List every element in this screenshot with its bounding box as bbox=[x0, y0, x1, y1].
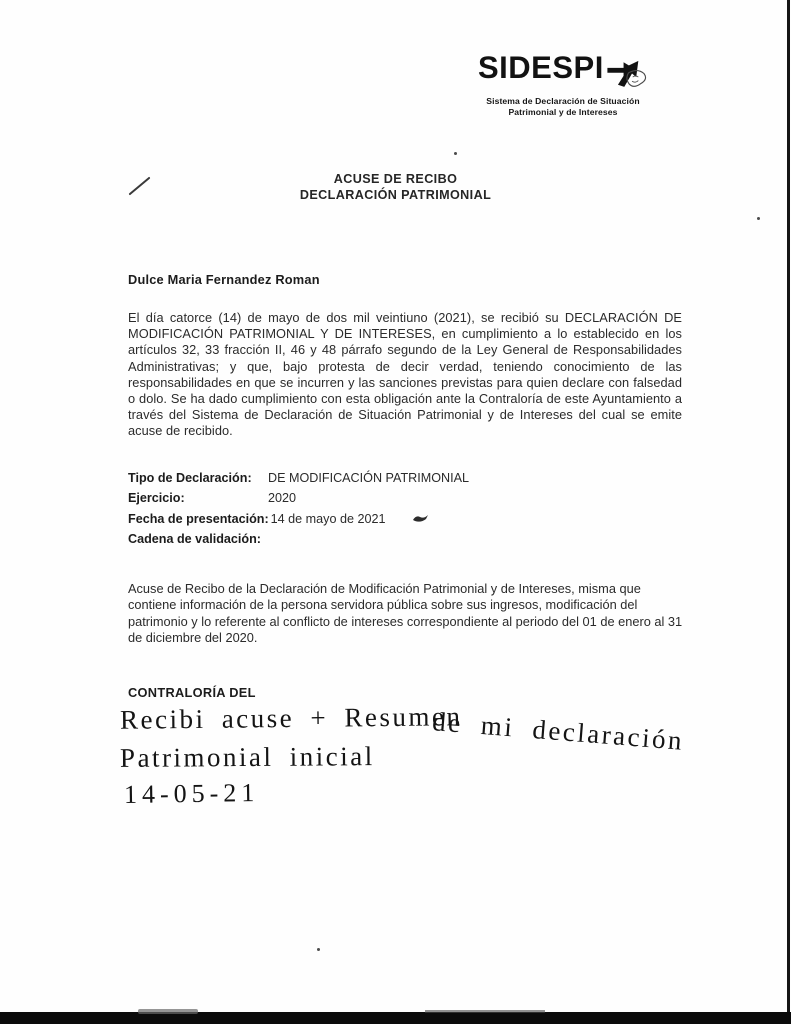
title-line2: DECLARACIÓN PATRIMONIAL bbox=[299, 187, 492, 202]
title-line1: ACUSE DE RECIBO bbox=[333, 172, 458, 186]
field-label: Fecha de presentación: bbox=[128, 511, 269, 526]
field-value: DE MODIFICACIÓN PATRIMONIAL bbox=[268, 471, 470, 485]
sidespi-logo-text: SIDESPI bbox=[478, 49, 604, 86]
field-value: 14 de mayo de 2021 bbox=[270, 511, 386, 526]
scan-speck bbox=[757, 217, 760, 220]
field-value bbox=[266, 529, 268, 549]
field-row-cadena-validacion bbox=[128, 529, 608, 549]
field-label: Ejercicio: bbox=[128, 491, 185, 506]
field-row-tipo-declaracion bbox=[128, 468, 608, 488]
handwriting-date: 14-05-21 bbox=[123, 778, 260, 809]
body-paragraph: El día catorce (14) de mayo de dos mil veintiuno (2021), se recibió su DECLARACIÓN DE MODIFICACIÓN PATRIMONIAL Y DE INTERESES, en cumplimiento a lo establecido en los artículos 32, 33 fracción II, 46 y 48 párrafo segundo de la Ley General de Responsabilidades Administrativas; y que, bajo protesta de decir verdad, teniendo conocimiento de las responsabilidades en que se incurren y las sanciones previstas para quien declare con falsedad o dolo. Se ha dado cumplimiento con esta obligación ante la Contraloría de este Ayuntamiento a través del Sistema de Declaración de Situación Patrimonial y de Intereses del cual se emite acuse de recibido. bbox=[128, 310, 682, 439]
logo-subtitle-line1: Sistema de Declaración de Situación bbox=[486, 96, 640, 106]
summary-paragraph: Acuse de Recibo de la Declaración de Modificación Patrimonial y de Intereses, misma que contiene información de la persona servidora pública sobre sus ingresos, modificación del patrimonio y lo referente al conflicto de intereses correspondiente al periodo del 01 de enero al 31 de diciembre del 2020. bbox=[128, 581, 683, 646]
logo-subtitle-line2: Patrimonial y de Intereses bbox=[508, 106, 618, 117]
office-heading: CONTRALORÍA DEL bbox=[128, 685, 256, 700]
field-label: Cadena de validación: bbox=[128, 532, 261, 547]
field-label: Tipo de Declaración: bbox=[128, 471, 252, 485]
sidespi-arrow-icon bbox=[606, 44, 648, 96]
scan-speck bbox=[317, 948, 320, 951]
handwriting-line3: Patrimonial inicial bbox=[119, 741, 375, 773]
sidespi-logo bbox=[478, 50, 648, 117]
scan-speck bbox=[454, 152, 457, 155]
scan-edge-artifact-bottom bbox=[0, 1012, 791, 1024]
handwriting-line2: de mi declaración bbox=[431, 706, 686, 756]
scan-edge-rough-patch bbox=[138, 1009, 198, 1014]
field-row-ejercicio bbox=[128, 488, 608, 508]
handwriting-line1: Recibi acuse + Resumen bbox=[119, 701, 463, 735]
field-value: 2020 bbox=[268, 491, 297, 506]
declaration-fields bbox=[128, 468, 608, 550]
scan-edge-rough-patch bbox=[425, 1010, 545, 1013]
scan-edge-artifact-right bbox=[787, 0, 790, 1016]
recipient-name: Dulce Maria Fernandez Roman bbox=[128, 272, 320, 287]
document-title bbox=[0, 172, 791, 203]
field-row-fecha-presentacion bbox=[128, 509, 608, 529]
ink-smudge bbox=[412, 513, 430, 523]
